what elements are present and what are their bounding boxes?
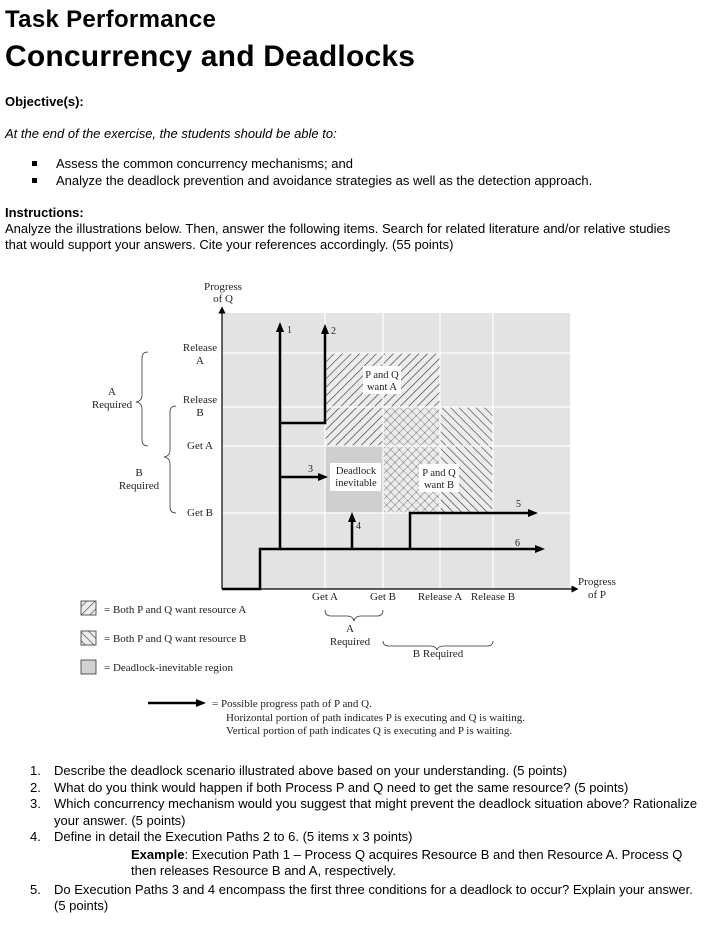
x-axis-title: of P	[587, 589, 607, 601]
y-tick-label: Release	[182, 342, 218, 354]
brace-label: Required	[118, 480, 160, 492]
region-label: want A	[366, 382, 398, 393]
legend-text: = Possible progress path of P and Q.	[212, 698, 372, 710]
question-text: Do Execution Paths 3 and 4 encompass the first three conditions for a deadlock to occur? Explain your answer. (5 points)	[54, 881, 693, 913]
legend-text: Vertical portion of path indicates Q is executing and P is waiting.	[226, 725, 513, 737]
path-label: 2	[331, 326, 336, 337]
region-label: P and Q	[365, 370, 399, 381]
list-item	[30, 882, 698, 915]
y-tick-label: Release	[182, 394, 218, 406]
list-item	[30, 780, 698, 797]
brace-b-required	[164, 406, 176, 513]
example-block	[54, 847, 698, 880]
example-label: Example	[131, 846, 185, 862]
x-tick-label: Get A	[312, 591, 338, 603]
region-label: P and Q	[422, 468, 456, 479]
instructions-text: Analyze the illustrations below. Then, answer the following items. Search for related literature and/or relative studies that would support your answers. Cite your references accordingly. (55 points)	[5, 221, 671, 252]
question-number: 4.	[30, 829, 41, 844]
y-tick-label: A	[196, 355, 204, 367]
brace-label: Required	[329, 636, 371, 648]
list-item: Analyze the deadlock prevention and avoidance strategies as well as the detection approach.	[30, 172, 592, 189]
deadlock-figure	[0, 270, 705, 750]
list-item: Assess the common concurrency mechanisms; and	[30, 155, 592, 172]
question-text: Define in detail the Execution Paths 2 to 6. (5 items x 3 points)	[54, 829, 413, 844]
brace-label: B Required	[412, 648, 464, 660]
legend-text: = Both P and Q want resource A	[104, 604, 247, 616]
question-number: 2.	[30, 779, 41, 795]
legend-swatch-deadlock	[81, 660, 96, 674]
list-item	[30, 763, 698, 780]
path-label: 3	[308, 464, 313, 475]
question-number: 3.	[30, 796, 41, 811]
legend-text: = Both P and Q want resource B	[104, 633, 247, 645]
brace-label: Required	[91, 399, 133, 411]
list-item	[30, 829, 698, 880]
legend-swatch-want-b	[81, 631, 96, 645]
region-label: want B	[423, 480, 455, 491]
objectives-list	[30, 155, 592, 189]
y-tick-label: B	[196, 407, 204, 419]
legend-swatch-want-a	[81, 601, 96, 615]
brace-label: B	[135, 467, 143, 479]
path-label: 1	[287, 325, 292, 336]
brace-a-required-x	[325, 610, 383, 621]
example-text: : Execution Path 1 – Process Q acquires Resource B and then Resource A. Process Q then releases Resource B and A, respectively.	[131, 846, 683, 878]
list-item	[30, 796, 698, 829]
legend-text: Horizontal portion of path indicates P is executing and Q is waiting.	[226, 712, 525, 724]
y-axis-title: Progress	[204, 281, 242, 293]
question-text: What do you think would happen if both Process P and Q need to get the same resource? (5 points)	[54, 779, 629, 795]
question-number: 1.	[30, 763, 41, 778]
questions-list	[30, 763, 698, 915]
path-label: 4	[356, 521, 361, 532]
region-label: inevitable	[335, 478, 377, 489]
y-tick-label: Get A	[187, 440, 213, 452]
objectives-intro: At the end of the exercise, the students should be able to:	[5, 126, 337, 141]
x-tick-label: Release A	[417, 591, 463, 603]
brace-label: A	[108, 386, 116, 398]
y-axis-title: of Q	[213, 293, 233, 305]
question-text: Describe the deadlock scenario illustrated above based on your understanding. (5 points)	[54, 763, 568, 778]
question-text: Which concurrency mechanism would you suggest that might prevent the deadlock situation above? Rationalize your answer. (5 points)	[54, 796, 698, 828]
x-axis-title: Progress	[578, 576, 616, 588]
objectives-label: Objective(s):	[5, 94, 84, 109]
page-subtitle: Concurrency and Deadlocks	[5, 40, 416, 73]
x-tick-label: Release B	[470, 591, 516, 603]
legend-text: = Deadlock-inevitable region	[104, 662, 233, 674]
x-tick-label: Get B	[370, 591, 396, 603]
instructions-label: Instructions:	[5, 205, 84, 220]
page-title: Task Performance	[5, 6, 217, 33]
question-number: 5.	[30, 881, 41, 897]
instructions	[5, 205, 695, 253]
brace-a-required	[136, 352, 148, 446]
brace-label: A	[346, 623, 354, 635]
y-tick-label: Get B	[187, 507, 213, 519]
path-label: 5	[516, 499, 521, 510]
path-label: 6	[515, 538, 520, 549]
region-label: Deadlock	[335, 466, 377, 477]
